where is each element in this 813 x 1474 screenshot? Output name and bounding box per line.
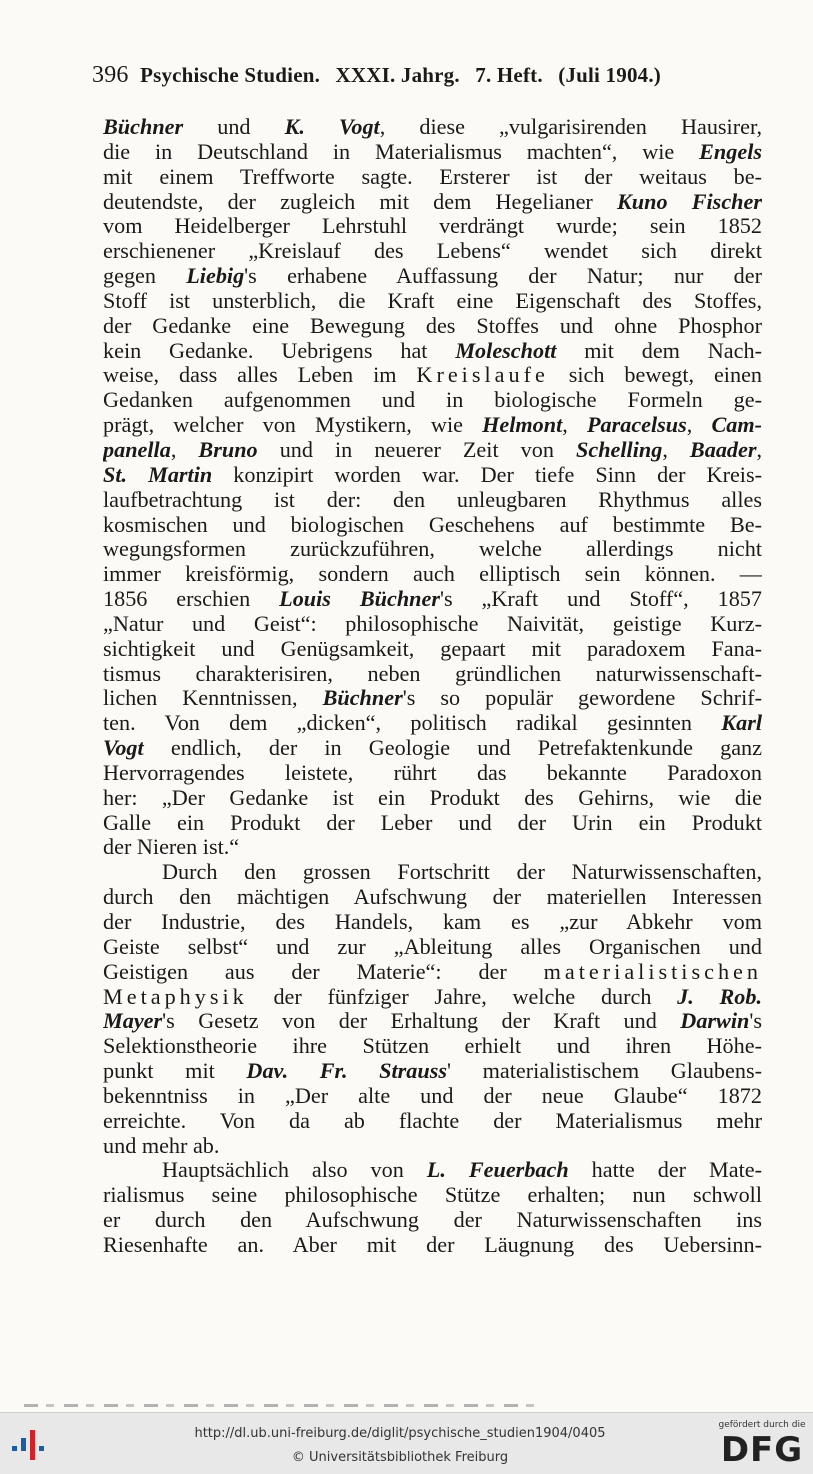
text-run: her: „Der Gedanke ist ein Produkt des Gehirns, wie die: [103, 785, 762, 810]
text-line: [103, 314, 762, 339]
text-run: Selektionstheorie ihre Stützen erhielt und ihren Höhe-: [103, 1034, 762, 1059]
text-run: prägt, welcher von Mystikern, wie: [103, 413, 483, 438]
text-line: [103, 686, 762, 711]
italic-name: Kuno Fischer: [616, 189, 762, 214]
text-line: [103, 190, 762, 215]
text-line: [103, 860, 762, 885]
text-line: [103, 935, 762, 960]
text-line: [103, 960, 762, 985]
text-line: [103, 214, 762, 239]
text-run: rialismus seine philosophische Stütze erhalten; nun schwoll: [103, 1183, 762, 1208]
text-run: lichen Kenntnissen,: [103, 686, 323, 711]
text-run: „Natur und Geist“: philosophische Naivität, geistige Kurz-: [103, 611, 762, 636]
italic-name: Engels: [699, 139, 762, 164]
italic-name: Cam-: [711, 413, 762, 438]
text-run: laufbetrachtung ist der: den unleugbaren Rhythmus alles: [103, 487, 762, 512]
text-run: Riesenhafte an. Aber mit der Läugnung des Uebersinn-: [103, 1232, 762, 1257]
text-run: und mehr ab.: [103, 1133, 220, 1158]
italic-name: Liebig: [186, 264, 245, 289]
text-run: , diese „vulgarisirenden Hausirer,: [379, 115, 762, 139]
text-run: und in neuerer Zeit von: [257, 437, 576, 462]
issue-date: (Juli 1904.): [558, 63, 661, 87]
text-line: [103, 289, 762, 314]
spaced-emphasis: Metaphysik: [103, 984, 248, 1009]
text-line: [103, 363, 762, 388]
text-run: der Gedanke eine Bewegung des Stoffes und ohne Phosphor: [103, 313, 762, 338]
text-run: erreichte. Von da ab flachte der Materialismus mehr: [103, 1108, 762, 1133]
italic-name: L. Feuerbach: [426, 1158, 569, 1183]
source-url[interactable]: http://dl.ub.uni-freiburg.de/diglit/psychische_studien1904/0405: [194, 1426, 606, 1441]
text-line: [103, 463, 762, 488]
issue: 7. Heft.: [475, 63, 543, 87]
body-text: [103, 115, 762, 1258]
text-run: durch den mächtigen Aufschwung der materiellen Interessen: [103, 885, 762, 910]
text-run: Galle ein Produkt der Leber und der Urin ein Produkt: [103, 810, 762, 835]
text-line: [103, 1084, 762, 1109]
text-line: [103, 612, 762, 637]
text-run: 's so populär gewordene Schrif-: [402, 686, 762, 711]
page-number: 396: [92, 62, 129, 88]
text-run: und: [183, 115, 285, 139]
text-run: Hervorragendes leistete, rührt das bekannte Paradoxon: [103, 760, 762, 785]
italic-name: K. Vogt: [284, 115, 380, 139]
text-run: er durch den Aufschwung der Naturwissenschaften ins: [103, 1208, 762, 1233]
italic-name: Büchner: [322, 686, 403, 711]
text-line: [103, 1059, 762, 1084]
italic-name: Moleschott: [455, 338, 557, 363]
scan-artifact: [24, 1404, 544, 1407]
text-run: 's: [749, 1009, 762, 1034]
text-line: [103, 438, 762, 463]
text-run: bekenntniss in „Der alte und der neue Glaube“ 1872: [103, 1083, 762, 1108]
text-run: der fünfziger Jahre, welche durch: [247, 984, 678, 1009]
text-run: ten. Von dem „dicken“, politisch radikal gesinnten: [103, 711, 722, 736]
text-line: [103, 537, 762, 562]
text-line: [103, 488, 762, 513]
italic-name: Vogt: [103, 736, 144, 761]
italic-name: Schelling: [576, 437, 663, 462]
text-run: endlich, der in Geologie und Petrefaktenkunde ganz: [143, 736, 762, 761]
spaced-emphasis: Kreislaufe: [416, 363, 549, 388]
text-line: [103, 662, 762, 687]
text-run: ,: [686, 413, 712, 438]
text-line: [103, 1183, 762, 1208]
text-run: immer kreisförmig, sondern auch elliptisch sein können. —: [103, 562, 762, 587]
italic-name: Bruno: [198, 437, 258, 462]
text-run: kosmischen und biologischen Geschehens auf bestimmte Be-: [103, 512, 762, 537]
text-run: vom Heidelberger Lehrstuhl verdrängt wurde; sein 1852: [103, 214, 762, 239]
text-run: ' materialistischem Glaubens-: [447, 1059, 762, 1084]
text-run: weise, dass alles Leben im: [103, 363, 417, 388]
text-run: erschienener „Kreislauf des Lebens“ wendet sich direkt: [103, 239, 762, 264]
text-run: 's Gesetz von der Erhaltung der Kraft und: [162, 1009, 681, 1034]
text-line: [103, 1009, 762, 1034]
text-run: konzipirt worden war. Der tiefe Sinn der Kreis-: [212, 462, 762, 487]
text-run: die in Deutschland in Materialismus machten“, wie: [103, 139, 700, 164]
text-run: deutendste, der zugleich mit dem Hegelianer: [103, 189, 617, 214]
text-line: [103, 115, 762, 140]
text-line: [103, 711, 762, 736]
text-line: [103, 239, 762, 264]
text-run: Stoff ist unsterblich, die Kraft eine Eigenschaft des Stoffes,: [103, 288, 762, 313]
text-run: Geiste selbst“ und zur „Ableitung alles Organischen und: [103, 934, 762, 959]
italic-name: St. Martin: [103, 462, 213, 487]
text-run: ,: [170, 437, 199, 462]
text-line: [103, 339, 762, 364]
italic-name: J. Rob.: [677, 984, 762, 1009]
text-line: [103, 835, 762, 860]
text-line: [103, 736, 762, 761]
text-line: [103, 413, 762, 438]
text-run: gegen: [103, 264, 187, 289]
dfg-caption: gefördert durch die: [718, 1420, 806, 1430]
text-line: [103, 165, 762, 190]
text-line: [103, 885, 762, 910]
italic-name: Paracelsus: [586, 413, 687, 438]
text-run: 's „Kraft und Stoff“, 1857: [440, 587, 762, 612]
text-run: ,: [662, 437, 690, 462]
text-run: hatte der Mate-: [568, 1158, 762, 1183]
text-line: [103, 786, 762, 811]
text-run: sichtigkeit und Genügsamkeit, gepaart mit paradoxem Fana-: [103, 636, 762, 661]
dfg-logo: DFG: [720, 1430, 804, 1470]
italic-name: panella: [103, 437, 171, 462]
text-line: [103, 637, 762, 662]
italic-name: Büchner: [103, 115, 184, 139]
text-run: kein Gedanke. Uebrigens hat: [103, 338, 456, 363]
text-run: 's erhabene Auffassung der Natur; nur der: [244, 264, 762, 289]
text-line: [103, 1233, 762, 1258]
text-run: der Industrie, des Handels, kam es „zur Abkehr vom: [103, 910, 762, 934]
text-run: ,: [756, 437, 762, 462]
text-line: [103, 1208, 762, 1233]
text-run: mit dem Nach-: [556, 338, 762, 363]
journal-title: Psychische Studien.: [140, 63, 321, 87]
text-line: [103, 1134, 762, 1159]
text-line: [103, 811, 762, 836]
text-run: Hauptsächlich also von: [162, 1158, 427, 1183]
copyright-notice: © Universitätsbibliothek Freiburg: [291, 1450, 509, 1465]
text-run: Durch den grossen Fortschritt der Naturwissenschaften,: [162, 860, 762, 885]
text-run: 1856 erschien: [103, 587, 280, 612]
text-line: [103, 1109, 762, 1134]
italic-name: Mayer: [103, 1009, 163, 1034]
running-header: [92, 62, 772, 89]
text-line: [103, 985, 762, 1010]
text-run: mit einem Treffworte sagte. Ersterer ist der weitaus be-: [103, 164, 762, 189]
text-run: ,: [562, 413, 587, 438]
italic-name: Darwin: [680, 1009, 750, 1034]
italic-name: Baader: [689, 437, 757, 462]
text-run: wegungsformen zurückzuführen, welche allerdings nicht: [103, 537, 762, 562]
ub-freiburg-logo-icon: [10, 1424, 46, 1464]
text-run: tismus charakterisiren, neben gründlichen naturwissenschaft-: [103, 661, 762, 686]
italic-name: Dav. Fr. Strauss: [246, 1059, 447, 1084]
text-run: sich bewegt, einen: [548, 363, 762, 388]
text-run: Geistigen aus der Materie“: der: [103, 959, 544, 984]
text-line: [103, 761, 762, 786]
italic-name: Louis Büchner: [279, 587, 440, 612]
volume: XXXI. Jahrg.: [335, 63, 460, 87]
text-line: [103, 388, 762, 413]
text-line: [103, 513, 762, 538]
text-line: [103, 264, 762, 289]
spaced-emphasis: materialistischen: [543, 959, 762, 984]
italic-name: Helmont: [482, 413, 563, 438]
text-run: punkt mit: [103, 1059, 247, 1084]
text-run: Gedanken aufgenommen und in biologische Formeln ge-: [103, 388, 762, 413]
text-line: [103, 562, 762, 587]
text-line: [103, 587, 762, 612]
text-line: [103, 910, 762, 935]
italic-name: Karl: [721, 711, 762, 736]
text-line: [103, 1158, 762, 1183]
text-line: [103, 1034, 762, 1059]
text-run: der Nieren ist.“: [103, 835, 240, 860]
text-line: [103, 140, 762, 165]
